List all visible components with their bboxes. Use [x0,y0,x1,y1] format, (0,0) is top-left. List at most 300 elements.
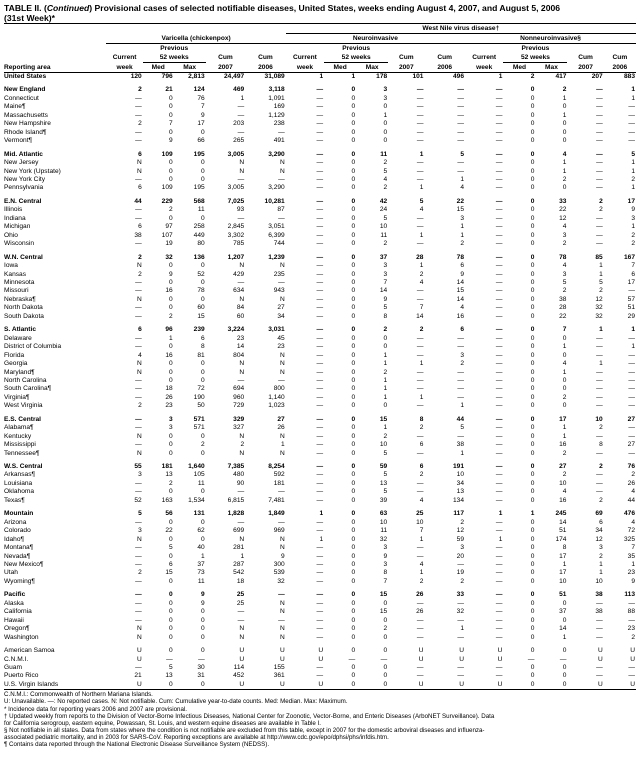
reporting-area-cell: Indiana [4,214,26,222]
reporting-area-cell: Puerto Rico [4,672,39,680]
table-row [4,103,636,111]
value-cell: — [316,111,324,119]
value-cell: 2 [383,368,388,376]
value-cell: 174 [555,535,567,543]
value-cell: — [495,184,503,192]
value-cell: 568 [193,197,205,205]
value-cell: — [316,552,324,560]
value-cell: — [495,295,503,303]
value-cell: — [316,393,324,401]
value-cell: — [316,385,324,393]
value-cell: — [596,351,603,359]
value-cell: — [416,223,424,231]
value-cell: 0 [351,326,356,334]
value-cell: 0 [383,103,388,111]
value-cell: 21 [165,86,173,94]
value-cell: — [237,488,245,496]
value-cell: — [135,128,142,136]
value-cell: — [416,385,424,393]
value-cell: 2 [599,552,603,560]
table-row [4,471,636,479]
value-cell: — [628,351,635,359]
reporting-area-cell: Colorado [4,527,31,535]
value-cell: 2 [419,424,424,432]
reporting-area-cell: Kentucky [4,432,32,440]
table-row [4,488,636,496]
value-cell: — [495,111,503,119]
value-cell: 1 [562,167,567,175]
header-varicella: Varicella (chickenpox) [106,34,285,44]
value-cell: 93 [236,206,245,214]
table-row [4,647,636,655]
value-cell: — [495,231,503,239]
value-cell: 0 [351,577,356,585]
value-cell: U [388,681,424,690]
value-cell: — [135,544,142,552]
reporting-area-cell: New Jersey [4,159,39,167]
value-cell: — [416,334,424,342]
value-cell: — [237,518,245,526]
value-cell: 0 [169,304,173,312]
value-cell: 178 [376,73,388,80]
value-cell: 181 [161,463,173,471]
value-cell: 7 [383,278,388,286]
reporting-area-cell: Idaho¶ [4,535,25,543]
value-cell: 32 [456,608,464,616]
table-row [4,95,636,103]
value-cell: U [567,681,603,690]
value-cell: 3 [383,270,388,278]
value-cell: 2,813 [188,73,205,80]
value-cell: — [278,488,285,496]
value-cell: 1,023 [268,402,285,410]
value-cell: — [278,591,285,599]
value-cell: — [316,402,324,410]
value-cell: — [316,527,324,535]
table-header [4,24,636,73]
value-cell: — [628,128,635,136]
value-cell: — [316,569,324,577]
value-cell: N [239,633,245,641]
value-cell: — [416,544,424,552]
value-cell: — [628,599,635,607]
value-cell: 0 [201,432,205,440]
value-cell: 0 [351,278,356,286]
value-cell: 88 [627,608,635,616]
value-cell: — [596,479,603,487]
value-cell: 0 [351,479,356,487]
value-cell: 0 [562,351,567,359]
value-cell: 0 [530,253,535,261]
value-cell: 0 [530,295,535,303]
region-row [4,591,636,599]
value-cell: 3,005 [227,184,245,192]
value-cell: 0 [530,240,535,248]
value-cell: 51 [627,304,635,312]
value-cell: N [136,625,142,633]
reporting-area-cell: Pennsylvania [4,184,44,192]
value-cell: — [416,376,424,384]
value-cell: — [596,137,603,145]
value-cell: 0 [530,591,535,599]
value-cell: 0 [530,664,535,671]
value-cell: 1,640 [188,463,205,471]
value-cell: — [416,402,424,410]
value-cell: — [316,496,324,504]
title-text: ) Provisional cases of selected notifiable diseases, United States, weeks ending August 4, 2007, and August 5, 2006 [89,3,561,13]
value-cell: 38 [559,295,567,303]
value-cell: 34 [595,527,603,535]
value-cell: 1 [631,86,635,94]
value-cell: — [457,120,464,128]
value-cell: U [418,655,424,663]
value-cell: 2 [383,159,388,167]
value-cell: 0 [201,608,205,616]
value-cell: — [416,175,424,183]
value-cell: 8 [419,415,424,423]
table-row [4,681,636,690]
value-cell: 3,224 [227,326,245,334]
value-cell: 0 [169,432,173,440]
value-cell: 90 [236,479,245,487]
value-cell: 30 [197,664,205,671]
value-cell: 6 [419,441,424,449]
reporting-area-cell: Hawaii [4,616,24,624]
table-row [4,441,636,449]
value-cell: — [135,287,142,295]
value-cell: 10 [595,415,603,423]
reporting-area-cell: New England [4,86,46,94]
value-cell: 2 [240,441,245,449]
value-cell: 0 [351,334,356,342]
value-cell: — [416,120,424,128]
value-cell: 5 [383,167,388,175]
table-row [4,262,636,270]
value-cell: — [495,577,503,585]
value-cell: 7 [631,544,635,552]
value-cell: — [316,449,324,457]
value-cell: — [135,591,142,599]
value-cell: 52 [134,496,142,504]
footnote-line: † Updated weekly from reports to the Division of Vector-Borne Infectious Diseases, National Center for Zoonotic, Vector-Borne, and Enteric Diseases (ArboNET Surveillance). Data [4,712,495,720]
value-cell: 19 [165,240,173,248]
title-continued: Continued [46,3,90,13]
value-cell: 1 [240,552,245,560]
value-cell: 169 [273,103,285,111]
value-cell: — [416,343,424,351]
value-cell: 0 [351,471,356,479]
value-cell: 6 [138,184,142,192]
value-cell: — [135,376,142,384]
value-cell: 26 [627,479,635,487]
value-cell: 0 [530,496,535,504]
value-cell: 12 [595,295,603,303]
value-cell: 2 [530,73,535,80]
value-cell: 13 [165,672,173,680]
value-cell: 0 [169,633,173,641]
value-cell: 5 [383,488,388,496]
table-row [4,176,636,184]
value-cell: 325 [623,535,635,543]
value-cell: 3 [138,527,142,535]
value-cell: 0 [530,569,535,577]
value-cell: — [495,591,503,599]
value-cell: 32 [595,312,603,320]
value-cell: — [316,544,324,552]
value-cell: 0 [351,544,356,552]
value-cell: — [316,223,324,231]
value-cell: 4 [460,184,464,192]
value-cell: — [596,664,603,671]
value-cell: 1 [460,175,464,183]
value-cell: — [416,488,424,496]
value-cell: — [316,120,324,128]
value-cell: 0 [351,432,356,440]
value-cell: 12 [559,214,567,222]
reporting-area-cell: Missouri [4,287,29,295]
value-cell: — [416,86,424,94]
value-cell: 6 [138,326,142,334]
value-cell: 4 [419,278,424,286]
value-cell: — [278,175,285,183]
value-cell: — [628,672,635,680]
value-cell: 0 [530,672,535,680]
table-row [4,369,636,377]
value-cell: 0 [351,569,356,577]
value-cell: — [135,664,142,671]
value-cell: 60 [197,304,205,312]
value-cell: 1 [281,441,285,449]
value-cell: 5 [138,510,142,518]
value-cell: — [416,159,424,167]
value-cell: N [279,625,285,633]
value-cell: 15 [379,608,388,616]
value-cell: 2 [383,432,388,440]
value-cell: N [279,608,285,616]
footnote-line: for California serogroup, eastern equine, Powassan, St. Louis, and western equine diseases are available in Table I. [4,719,322,727]
value-cell: 27 [627,441,635,449]
value-cell: 9 [383,295,388,303]
value-cell: 8 [201,343,205,351]
value-cell: 27 [627,415,635,423]
table-row [4,360,636,368]
table-row [4,527,636,535]
value-cell: 2 [599,424,603,432]
value-cell: 136 [193,253,205,261]
reporting-area-cell: S. Atlantic [4,326,36,334]
value-cell: — [495,552,503,560]
table-subtitle: (31st Week)* [4,13,55,23]
value-cell: 0 [530,608,535,616]
value-cell: 28 [559,304,567,312]
value-cell: 109 [161,184,173,192]
value-cell: 0 [351,496,356,504]
value-cell: 0 [351,672,356,680]
value-cell: 0 [562,376,567,384]
value-cell: 0 [169,625,173,633]
reporting-area-cell: Oklahoma [4,488,35,496]
value-cell: 14 [456,295,464,303]
value-cell: 207 [591,73,603,80]
header-week: week [106,63,142,73]
value-cell: 7 [201,103,205,111]
value-cell: 10 [595,577,603,585]
value-cell: N [136,449,142,457]
value-cell: U [136,655,142,663]
value-cell: 0 [351,415,356,423]
value-cell: — [135,608,142,616]
value-cell: 0 [562,137,567,145]
value-cell: N [279,159,285,167]
value-cell: 3,302 [227,231,245,239]
value-cell: — [135,206,142,214]
value-cell: 9 [169,270,173,278]
value-cell: U [418,647,424,655]
value-cell: 229 [161,197,173,205]
value-cell: 0 [351,376,356,384]
value-cell: 63 [379,510,388,518]
value-cell: — [237,608,245,616]
value-cell: — [628,120,635,128]
value-cell: 38 [595,591,603,599]
value-cell: 16 [165,351,173,359]
reporting-area-cell: Washington [4,633,39,641]
value-cell: 476 [623,510,635,518]
value-cell: — [316,625,324,633]
value-cell: 1 [419,569,424,577]
value-cell: 1 [562,368,567,376]
value-cell: 34 [456,479,464,487]
value-cell: — [559,655,567,663]
value-cell: — [596,94,603,102]
value-cell: — [596,175,603,183]
reporting-area-cell: New Hampshire [4,120,51,128]
reporting-area-cell: U.S. Virgin Islands [4,681,106,690]
value-cell: 1 [631,561,635,569]
value-cell: — [316,103,324,111]
value-cell: N [239,449,245,457]
value-cell: 117 [453,510,464,518]
value-cell: — [416,240,424,248]
value-cell: — [495,94,503,102]
value-cell: 3,290 [268,184,285,192]
value-cell: 0 [351,535,356,543]
value-cell: 0 [530,86,535,94]
value-cell: 14 [456,278,464,286]
value-cell: 0 [201,295,205,303]
value-cell: 3 [599,544,603,552]
value-cell: 491 [273,137,285,145]
value-cell: 97 [165,223,173,231]
value-cell: 238 [273,120,285,128]
value-cell: 2 [631,231,635,239]
value-cell: 0 [169,449,173,457]
value-cell: U [630,655,635,663]
value-cell: — [416,552,424,560]
value-cell: 7 [631,262,635,270]
value-cell: — [316,334,324,342]
value-cell: 0 [169,552,173,560]
value-cell: 0 [351,240,356,248]
value-cell: 0 [530,351,535,359]
value-cell: 15 [379,591,388,599]
value-cell: 15 [456,287,464,295]
value-cell: 0 [169,441,173,449]
value-cell: 13 [456,488,464,496]
value-cell: 2,845 [227,223,245,231]
value-cell: — [596,184,603,192]
value-cell: 23 [627,625,635,633]
value-cell: 0 [324,681,356,690]
value-cell: 0 [169,535,173,543]
value-cell: — [135,240,142,248]
value-cell: 0 [530,231,535,239]
value-cell: 113 [624,591,635,599]
value-cell: — [316,295,324,303]
value-cell: 2 [419,326,424,334]
value-cell: — [628,432,635,440]
value-cell: 6 [169,561,173,569]
value-cell: — [628,664,635,671]
value-cell: 6,399 [268,231,285,239]
region-row [4,254,636,262]
value-cell: — [457,167,464,175]
value-cell: 0 [201,535,205,543]
value-cell: 109 [161,150,173,158]
value-cell: 3 [383,86,388,94]
value-cell: 245 [555,510,567,518]
value-cell: 2 [631,175,635,183]
value-cell: 9 [631,577,635,585]
value-cell: 87 [277,206,285,214]
value-cell: 0 [562,672,567,680]
table-row [4,385,636,393]
value-cell: 744 [273,240,285,248]
value-cell: 0 [201,647,205,655]
value-cell: — [237,128,245,136]
value-cell: 0 [530,137,535,145]
value-cell: 0 [169,343,173,351]
value-cell: N [239,262,245,270]
value-cell: — [135,175,142,183]
value-cell: 0 [351,120,356,128]
value-cell: 7 [419,304,424,312]
value-cell: 1 [460,231,464,239]
value-cell: 2 [631,471,635,479]
value-cell: — [596,385,603,393]
value-cell: — [416,167,424,175]
value-cell: — [495,128,503,136]
value-cell: 0 [351,488,356,496]
value-cell: — [495,385,503,393]
table-row [4,232,636,240]
value-cell: 24 [379,206,388,214]
value-cell: — [316,94,324,102]
table-body [4,73,636,690]
value-cell: 542 [233,569,245,577]
value-cell: N [239,535,245,543]
value-cell: 0 [201,278,205,286]
value-cell: — [628,393,635,401]
value-cell: — [596,343,603,351]
value-cell: 124 [193,86,205,94]
value-cell: — [596,111,603,119]
value-cell: 0 [351,368,356,376]
value-cell: — [135,334,142,342]
value-cell: 0 [201,518,205,526]
value-cell: 9 [281,552,285,560]
value-cell: 0 [351,449,356,457]
